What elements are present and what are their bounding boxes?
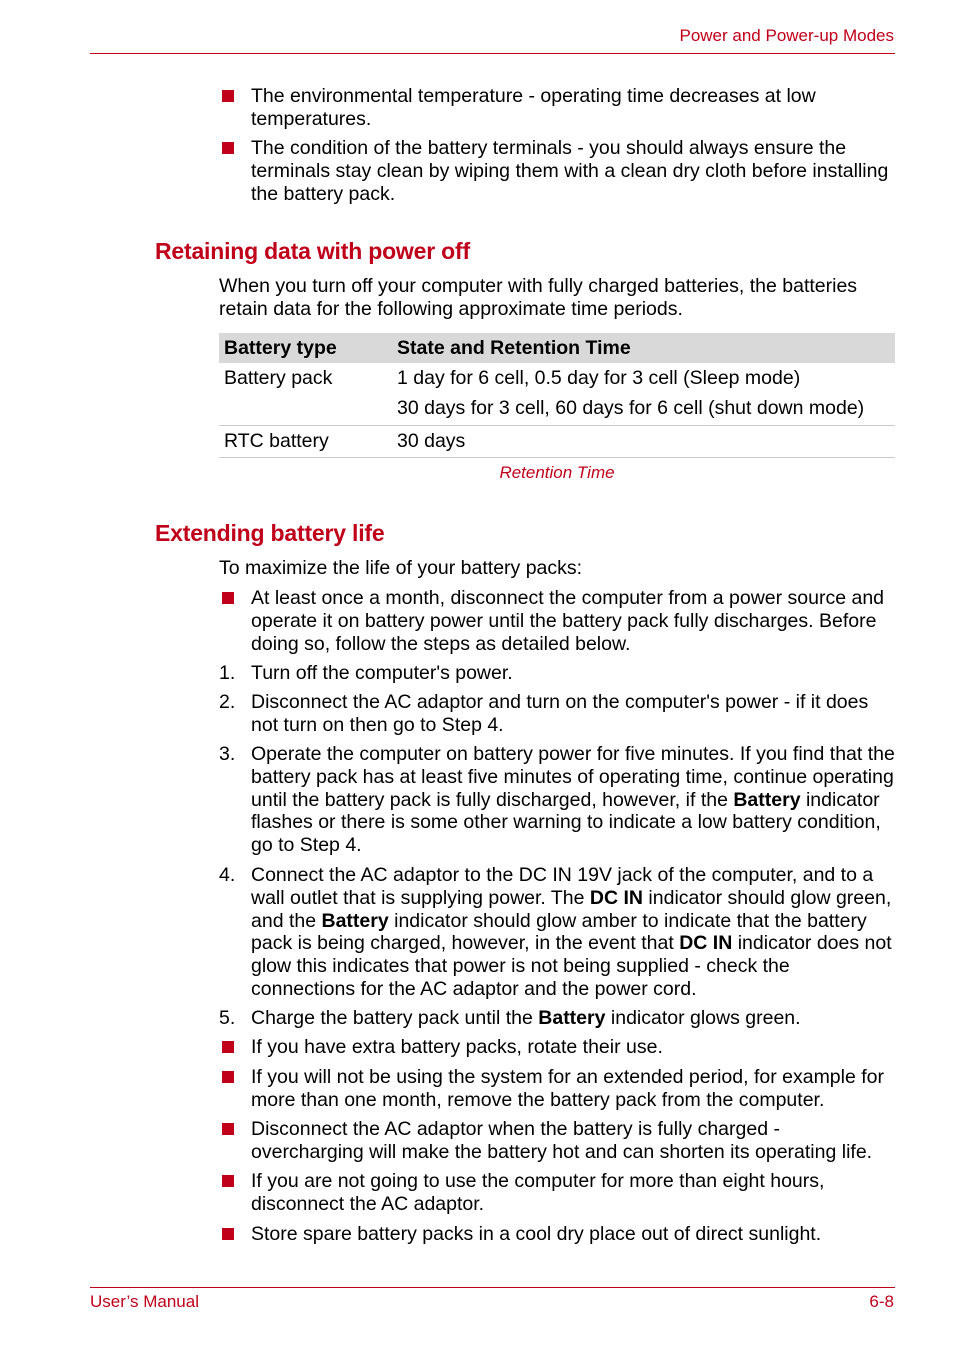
step-text: Charge the battery pack until the xyxy=(251,1007,539,1029)
intro-bullet-list-2 xyxy=(219,137,897,205)
list-item-text: Store spare battery packs in a cool dry place out of direct sunlight. xyxy=(251,1223,822,1245)
step-text: indicator does not glow this indicates that power is not being supplied - check the connections for the AC adaptor and the power cord. xyxy=(251,932,892,1000)
retaining-body: When you turn off your computer with fully charged batteries, the batteries retain data for the following approximate time periods. xyxy=(219,275,858,320)
tip-bullet-4 xyxy=(219,1170,897,1216)
table-cell xyxy=(219,363,392,426)
bullet-square-icon xyxy=(222,1123,234,1135)
bold-term: Battery xyxy=(538,1007,606,1029)
numbered-item xyxy=(219,1007,897,1030)
bold-term: Battery xyxy=(321,909,389,932)
list-item-text: If you have extra battery packs, rotate their use. xyxy=(251,1036,663,1058)
list-item-text: Disconnect the AC adaptor when the battery is fully charged - overcharging will make the battery hot and can shorten its operating life. xyxy=(251,1118,873,1163)
table-row xyxy=(219,426,895,458)
list-item xyxy=(219,137,897,205)
extending-intro: To maximize the life of your battery packs: xyxy=(219,557,583,579)
list-item xyxy=(219,1223,897,1246)
bullet-square-icon xyxy=(222,1228,234,1240)
header-rule xyxy=(90,53,895,54)
retention-table xyxy=(219,333,895,458)
running-header: Power and Power-up Modes xyxy=(679,26,894,45)
step-number: 2. xyxy=(219,691,236,713)
step-text: Disconnect the AC adaptor and turn on the computer's power - if it does not turn on then go to Step 4. xyxy=(251,691,869,736)
bullet-square-icon xyxy=(222,90,234,102)
bold-term: DC IN xyxy=(589,886,644,909)
footer-manual-title: User’s Manual xyxy=(90,1292,199,1311)
bold-term: DC IN xyxy=(679,932,733,955)
numbered-item xyxy=(219,743,897,857)
step-text: indicator should glow amber to indicate that the battery pack is being charged, however, in the event that xyxy=(251,909,867,955)
step-3 xyxy=(219,743,897,857)
list-item xyxy=(219,587,897,655)
bullet-square-icon xyxy=(222,142,234,154)
cell-text: Battery pack xyxy=(224,367,333,389)
page-number: 6-8 xyxy=(869,1292,894,1311)
footer-rule xyxy=(90,1287,895,1288)
table-header-cell: Battery type xyxy=(219,333,392,363)
table-cell xyxy=(392,363,895,426)
list-item-text: At least once a month, disconnect the computer from a power source and operate it on battery power until the battery pack fully discharges. Before doing so, follow the steps as detailed below. xyxy=(251,587,885,655)
table-cell xyxy=(392,426,895,458)
table-cell xyxy=(219,426,392,458)
list-item-text: If you will not be using the system for an extended period, for example for more than one month, remove the battery pack from the computer. xyxy=(251,1066,885,1111)
cell-text: 30 days xyxy=(397,430,466,452)
step-text: Connect the AC adaptor to the DC IN 19V jack of the computer, and to a wall outlet that is supplying power. The xyxy=(251,864,874,909)
cell-text: 1 day for 6 cell, 0.5 day for 3 cell (Sleep mode) xyxy=(397,367,801,389)
bullet-square-icon xyxy=(222,1071,234,1083)
tip-bullet-3 xyxy=(219,1118,897,1164)
step-5 xyxy=(219,1007,897,1030)
list-item xyxy=(219,1066,897,1112)
numbered-item xyxy=(219,691,897,737)
list-item xyxy=(219,1170,897,1216)
step-number: 1. xyxy=(219,662,236,684)
bullet-square-icon xyxy=(222,1175,234,1187)
bullet-square-icon xyxy=(222,1041,234,1053)
step-text: indicator should glow green, and the xyxy=(251,886,892,932)
step-1 xyxy=(219,662,897,685)
step-4 xyxy=(219,864,897,1001)
table-header-cell: State and Retention Time xyxy=(392,333,895,363)
table-header-row xyxy=(219,333,895,363)
extending-bullet xyxy=(219,587,897,655)
bold-term: Battery xyxy=(733,788,801,811)
cell-text: RTC battery xyxy=(224,430,329,452)
section-heading-retaining: Retaining data with power off xyxy=(155,238,470,264)
section-heading-extending: Extending battery life xyxy=(155,520,385,546)
list-item xyxy=(219,1118,897,1164)
intro-bullet-list xyxy=(219,85,897,131)
step-text: indicator glows green. xyxy=(605,1007,801,1029)
tip-bullet-1 xyxy=(219,1036,897,1059)
list-item xyxy=(219,85,897,131)
bullet-square-icon xyxy=(222,592,234,604)
tip-bullet-2 xyxy=(219,1066,897,1112)
list-item-text: The condition of the battery terminals - you should always ensure the terminals stay clean by wiping them with a clean dry cloth before installing the battery pack. xyxy=(251,137,889,205)
step-number: 5. xyxy=(219,1007,236,1029)
cell-text: 30 days for 3 cell, 60 days for 6 cell (shut down mode) xyxy=(397,397,865,419)
step-number: 4. xyxy=(219,864,236,886)
step-2 xyxy=(219,691,897,737)
list-item xyxy=(219,1036,897,1059)
step-number: 3. xyxy=(219,743,236,765)
step-text: indicator flashes or there is some other warning to indicate a low battery condition, go to Step 4. xyxy=(251,788,881,857)
step-text: Operate the computer on battery power for five minutes. If you find that the battery pack has at least five minutes of operating time, continue operating until the battery pack is fully discharged, however, if the xyxy=(251,743,895,811)
numbered-item xyxy=(219,864,897,1001)
table-row xyxy=(219,363,895,426)
tip-bullet-5 xyxy=(219,1223,897,1246)
list-item-text: If you are not going to use the computer for more than eight hours, disconnect the AC adaptor. xyxy=(251,1170,825,1215)
step-text: Turn off the computer's power. xyxy=(251,662,513,684)
list-item-text: The environmental temperature - operating time decreases at low temperatures. xyxy=(251,85,816,130)
table-caption: Retention Time xyxy=(499,463,615,482)
numbered-item xyxy=(219,662,897,685)
